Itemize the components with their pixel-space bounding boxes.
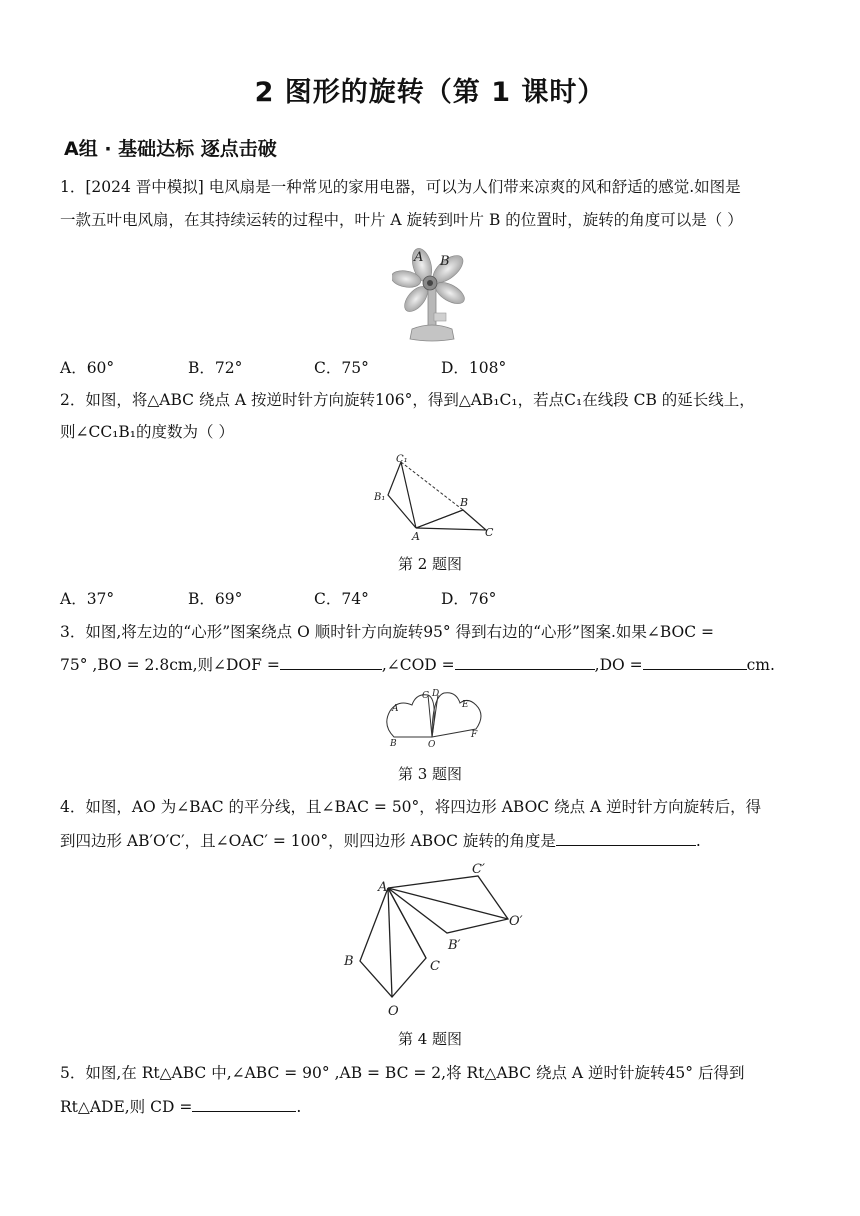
fan-label-b: B — [440, 254, 450, 269]
q4-label-a: A — [378, 880, 388, 895]
q4-label-o: O — [388, 1004, 399, 1019]
q5-line-2-text: Rt△ADE,则 CD = — [60, 1098, 193, 1116]
q2-figure — [368, 450, 498, 542]
q2-label-c1: C₁ — [396, 454, 408, 465]
q4-line-2 — [60, 829, 701, 852]
q5-line-2 — [60, 1095, 301, 1118]
q1-option-a[interactable]: A．60° — [60, 359, 115, 377]
q2-option-d[interactable]: D．76° — [441, 590, 497, 608]
fan-figure — [392, 243, 472, 343]
q2-option-c[interactable]: C．74° — [314, 590, 369, 608]
q3-label-a: A — [392, 704, 399, 714]
q3-label-e: E — [462, 700, 469, 710]
q3-line-2-a: 75° ,BO = 2.8cm,则∠DOF = — [60, 656, 280, 674]
q3-line-2-d: cm. — [746, 656, 775, 674]
q4-label-o-prime: O′ — [509, 914, 523, 929]
q3-label-f: F — [471, 730, 478, 740]
q2-label-b: B — [460, 496, 469, 509]
q2-label-a: A — [412, 530, 420, 542]
q4-line-2-end: . — [695, 832, 701, 850]
section-heading: A组 · 基础达标 逐点击破 — [64, 138, 277, 160]
q3-blank-cod[interactable] — [455, 653, 595, 670]
q2-line-2: 则∠CC₁B₁的度数为（ ） — [60, 423, 234, 441]
q3-label-o: O — [428, 740, 436, 750]
q1-option-b[interactable]: B．72° — [188, 359, 243, 377]
q1-line-1: 1．[2024 晋中模拟] 电风扇是一种常见的家用电器，可以为人们带来凉爽的风和舒适的感觉.如图是 — [60, 178, 741, 196]
page-title: 2 图形的旋转（第 1 课时） — [254, 77, 606, 108]
q3-line-1: 3．如图,将左边的“心形”图案绕点 O 顺时针方向旋转95° 得到右边的“心形”图案.如果∠BOC = — [60, 623, 715, 641]
q3-label-d: D — [432, 689, 440, 699]
q4-label-b-prime: B′ — [448, 938, 461, 953]
q3-line-2-c: ,DO = — [594, 656, 643, 674]
q4-line-2-text: 到四边形 AB′O′C′，且∠OAC′ = 100°，则四边形 ABOC 旋转的角度是 — [60, 832, 556, 850]
q3-blank-do[interactable] — [643, 653, 747, 670]
q4-caption: 第 4 题图 — [397, 1030, 463, 1048]
q3-caption: 第 3 题图 — [397, 765, 463, 783]
q2-line-1: 2．如图，将△ABC 绕点 A 按逆时针方向旋转106°，得到△AB₁C₁，若点C₁在线段 CB 的延长线上， — [60, 391, 755, 409]
q4-label-b: B — [344, 954, 354, 969]
q4-label-c-prime: C′ — [472, 862, 485, 877]
q3-figure — [382, 685, 486, 751]
q2-caption: 第 2 题图 — [397, 555, 463, 573]
q3-line-2-b: ,∠COD = — [381, 656, 455, 674]
q5-line-1: 5．如图,在 Rt△ABC 中,∠ABC = 90° ,AB = BC = 2,将 Rt△ABC 绕点 A 逆时针旋转45° 后得到 — [60, 1064, 745, 1082]
q5-line-2-end: . — [296, 1098, 302, 1116]
q4-figure — [338, 857, 534, 1029]
q3-label-c: C — [422, 691, 429, 701]
q2-label-c: C — [485, 526, 494, 539]
q5-blank-cd[interactable] — [192, 1095, 296, 1112]
q3-blank-dof[interactable] — [280, 653, 382, 670]
q2-option-b[interactable]: B．69° — [188, 590, 243, 608]
fan-label-a: A — [414, 250, 424, 265]
q1-option-d[interactable]: D．108° — [441, 359, 507, 377]
q3-label-b: B — [390, 739, 397, 749]
q2-label-b1: B₁ — [374, 492, 386, 503]
q4-label-c: C — [430, 959, 440, 974]
q2-option-a[interactable]: A．37° — [60, 590, 115, 608]
q4-blank-angle[interactable] — [556, 829, 696, 846]
q3-line-2 — [60, 653, 775, 676]
q1-line-2: 一款五叶电风扇，在其持续运转的过程中，叶片 A 旋转到叶片 B 的位置时，旋转的角度可以是（ ） — [60, 211, 743, 229]
q4-line-1: 4．如图，AO 为∠BAC 的平分线，且∠BAC = 50°，将四边形 ABOC 绕点 A 逆时针方向旋转后，得 — [60, 798, 762, 816]
q1-option-c[interactable]: C．75° — [314, 359, 369, 377]
